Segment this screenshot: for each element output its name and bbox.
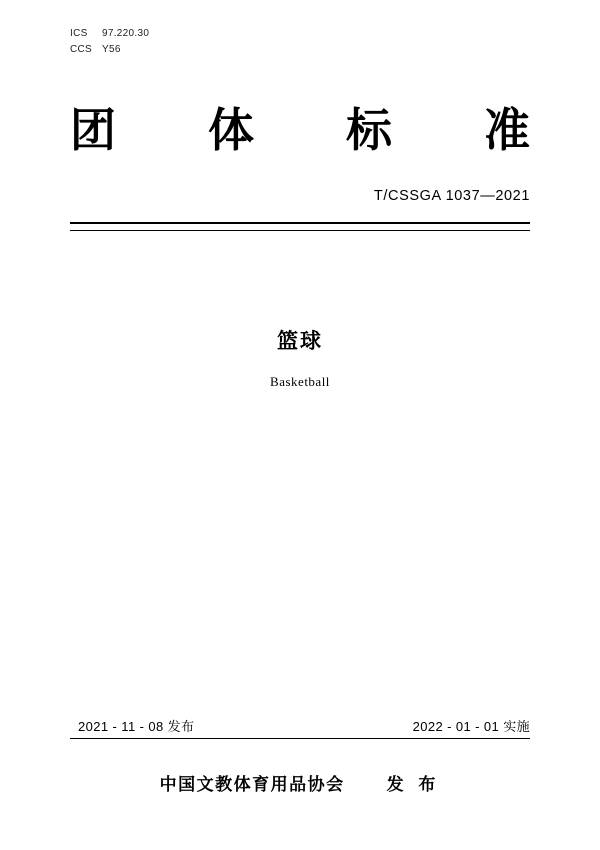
issue-date: 2021 - 11 - 08 发布	[78, 719, 195, 734]
implementation-date: 2022 - 01 - 01 实施	[412, 719, 530, 734]
ccs-code-row	[70, 42, 149, 58]
document-title-chinese: 篮球	[277, 330, 323, 353]
series-title-char-2: 体	[208, 104, 254, 156]
footer-rule	[70, 738, 530, 739]
document-title-english: Basketball	[270, 374, 330, 389]
series-title-char-1: 团	[70, 104, 116, 156]
ccs-value: Y56	[102, 44, 121, 55]
standard-number: T/CSSGA 1037—2021	[373, 188, 530, 204]
ccs-label: CCS	[70, 44, 93, 55]
ics-label: ICS	[70, 28, 88, 39]
publisher	[0, 770, 600, 795]
ics-code-row	[70, 26, 149, 42]
series-title-char-4: 准	[484, 104, 530, 156]
ics-value: 97.220.30	[102, 28, 150, 39]
header-rule-thin	[70, 230, 530, 231]
series-title	[70, 102, 530, 158]
classification-codes	[70, 26, 149, 58]
header-rule-thick	[70, 222, 530, 224]
publisher-verb: 发 布	[386, 775, 441, 794]
publisher-organization: 中国文教体育用品协会	[159, 775, 345, 794]
series-title-char-3: 标	[346, 104, 392, 156]
